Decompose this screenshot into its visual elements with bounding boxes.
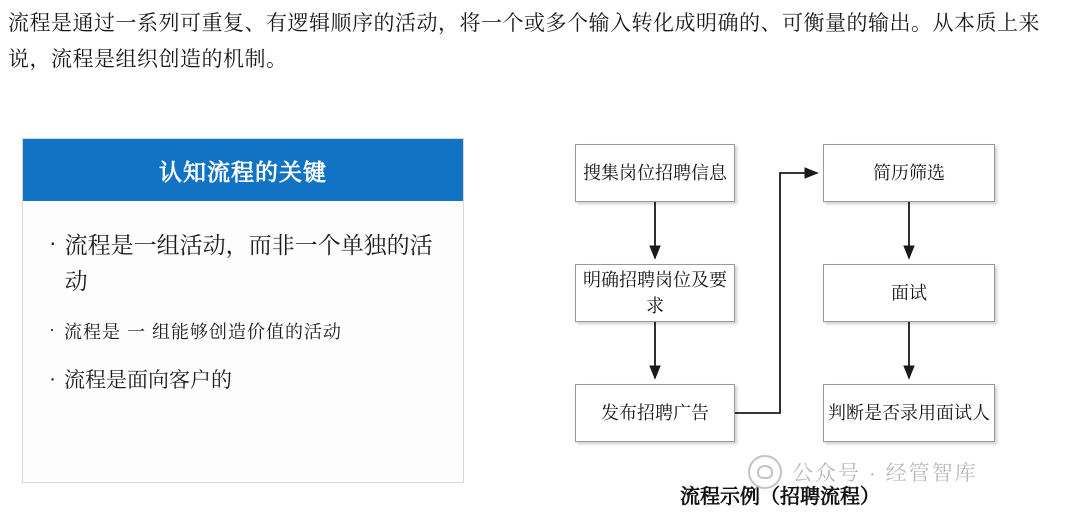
- flow-node-define-position: 明确招聘岗位及要求: [575, 264, 735, 322]
- list-item: [49, 365, 437, 397]
- flow-node-interview: 面试: [823, 264, 995, 322]
- recruitment-flowchart: [540, 128, 1060, 508]
- list-item: [49, 317, 437, 347]
- watermark: [748, 455, 978, 489]
- list-item-label: 流程是 一 组能够创造价值的活动: [64, 322, 343, 342]
- list-item-label: 流程是面向客户的: [64, 369, 232, 392]
- intro-paragraph: 流程是通过一系列可重复、有逻辑顺序的活动，将一个或多个输入转化成明确的、可衡量的输出。从本质上来说，流程是组织创造的机制。: [8, 12, 1040, 71]
- flow-node-hire-decision: 判断是否录用面试人: [823, 384, 995, 442]
- flow-node-resume-screening: 简历筛选: [823, 144, 995, 202]
- bullet-dot-icon: ·: [49, 229, 57, 255]
- card-body: [23, 201, 463, 397]
- flow-node-publish-ad: 发布招聘广告: [575, 384, 735, 442]
- bullet-dot-icon: ·: [49, 367, 56, 390]
- key-points-card: [22, 138, 464, 483]
- list-item-label: 流程是一组活动，而非一个单独的活动: [64, 232, 433, 294]
- list-item: [49, 227, 437, 299]
- flow-node-search-job-info: 搜集岗位招聘信息: [575, 144, 735, 202]
- card-title: 认知流程的关键: [23, 139, 463, 201]
- watermark-label: 公众号 · 经管智库: [792, 462, 978, 485]
- bullet-dot-icon: ·: [49, 319, 56, 339]
- wechat-official-account-icon: [748, 455, 782, 489]
- flowchart-caption: 流程示例（招聘流程）: [680, 486, 880, 508]
